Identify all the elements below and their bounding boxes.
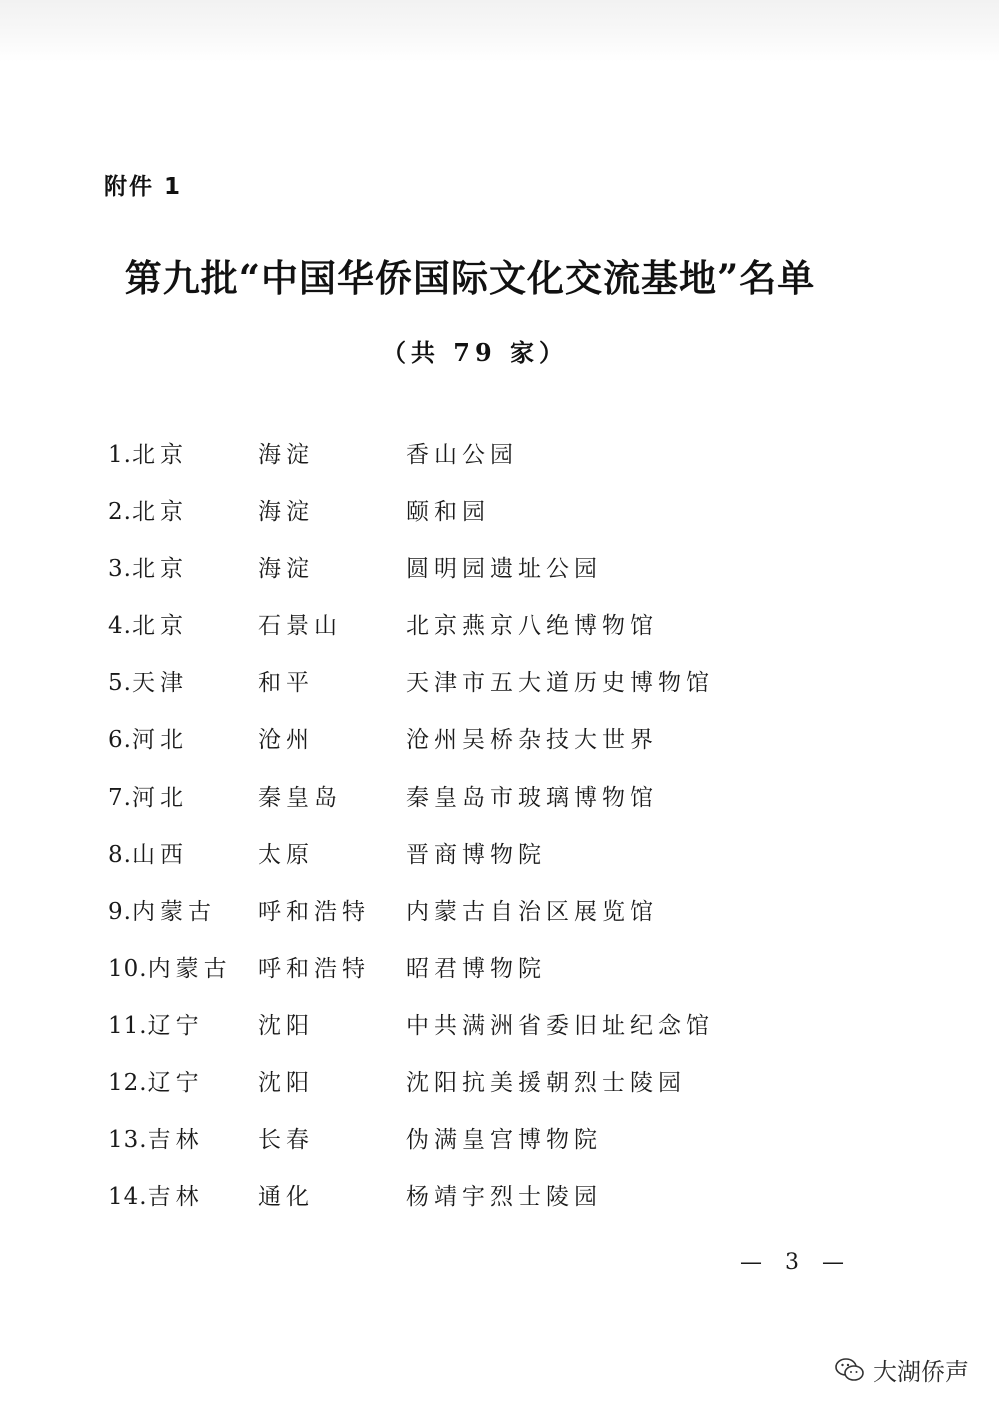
item-site: 香山公园 — [406, 442, 518, 468]
list-item — [108, 436, 868, 493]
list-item — [108, 493, 868, 550]
item-number: 12. — [108, 1070, 148, 1097]
item-city: 呼和浩特 — [258, 898, 370, 925]
item-number: 14. — [108, 1184, 148, 1211]
item-province-name: 吉林 — [147, 1184, 204, 1211]
item-number: 9. — [108, 898, 132, 925]
item-city: 海淀 — [258, 442, 314, 468]
list-item — [108, 893, 868, 950]
list-item — [108, 950, 868, 1007]
item-province-name: 内蒙古 — [147, 955, 232, 982]
item-province-name: 北京 — [131, 442, 188, 468]
item-site: 沈阳抗美援朝烈士陵园 — [406, 1070, 686, 1097]
item-province — [108, 436, 258, 469]
item-city: 太原 — [258, 841, 314, 868]
item-city: 沈阳 — [258, 1070, 314, 1097]
item-province — [108, 550, 258, 583]
document-subtitle: （共 79 家） — [381, 338, 569, 367]
list-item — [108, 1064, 868, 1121]
item-province — [108, 893, 258, 926]
item-number: 6. — [108, 727, 132, 754]
item-province-name: 吉林 — [147, 1127, 204, 1154]
watermark — [835, 1352, 969, 1387]
list-item — [108, 607, 868, 664]
item-number: 4. — [108, 613, 132, 640]
item-city: 沧州 — [258, 727, 314, 754]
item-number: 7. — [108, 784, 132, 811]
item-site: 颐和园 — [406, 499, 490, 526]
item-province-name: 北京 — [131, 499, 188, 526]
item-province-name: 天津 — [131, 670, 188, 697]
attachment-label: 附件 1 — [104, 174, 183, 200]
item-province-name: 辽宁 — [147, 1070, 204, 1097]
item-province-name: 辽宁 — [147, 1012, 204, 1039]
item-site: 杨靖宇烈士陵园 — [406, 1184, 602, 1211]
item-site: 天津市五大道历史博物馆 — [406, 670, 714, 697]
item-province-name: 北京 — [131, 613, 188, 640]
item-province — [108, 1064, 258, 1097]
list-item — [108, 1007, 868, 1064]
item-province-name: 河北 — [131, 727, 188, 754]
item-number: 2. — [108, 499, 132, 526]
item-province — [108, 1121, 258, 1154]
item-city: 海淀 — [258, 556, 314, 583]
item-province — [108, 1007, 258, 1040]
list-item — [108, 664, 868, 721]
item-site: 昭君博物院 — [406, 955, 546, 982]
item-site: 圆明园遗址公园 — [406, 556, 602, 583]
document-title: 第九批“中国华侨国际文化交流基地”名单 — [124, 256, 816, 300]
item-number: 8. — [108, 841, 132, 868]
item-province — [108, 493, 258, 526]
item-site: 秦皇岛市玻璃博物馆 — [406, 784, 658, 811]
item-site: 北京燕京八绝博物馆 — [406, 613, 658, 640]
item-number: 11. — [108, 1012, 148, 1039]
scan-top-edge — [0, 0, 999, 62]
list-item — [108, 779, 868, 836]
item-number: 5. — [108, 670, 132, 697]
item-province — [108, 950, 258, 983]
wechat-icon — [835, 1357, 865, 1383]
item-province — [108, 664, 258, 697]
item-province — [108, 836, 258, 869]
item-city: 通化 — [258, 1184, 314, 1211]
item-city: 呼和浩特 — [258, 955, 370, 982]
item-province-name: 北京 — [131, 556, 188, 583]
item-number: 13. — [108, 1127, 148, 1154]
list-item — [108, 550, 868, 607]
base-list — [108, 436, 868, 1235]
item-city: 秦皇岛 — [258, 784, 342, 811]
list-item — [108, 836, 868, 893]
item-province-name: 内蒙古 — [131, 898, 216, 925]
item-province — [108, 779, 258, 812]
item-city: 海淀 — [258, 499, 314, 526]
item-province-name: 山西 — [131, 841, 188, 868]
list-item — [108, 1121, 868, 1178]
list-item — [108, 1178, 868, 1235]
item-province — [108, 721, 258, 754]
item-province — [108, 1178, 258, 1211]
page-number: — 3 — — [740, 1250, 852, 1275]
item-province-name: 河北 — [131, 784, 188, 811]
item-site: 中共满洲省委旧址纪念馆 — [406, 1012, 714, 1039]
watermark-text: 大湖侨声 — [873, 1358, 969, 1386]
item-site: 晋商博物院 — [406, 841, 546, 868]
item-number: 10. — [108, 955, 148, 982]
item-city: 石景山 — [258, 613, 342, 640]
item-city: 和平 — [258, 670, 314, 697]
item-city: 长春 — [258, 1127, 314, 1154]
item-province — [108, 607, 258, 640]
item-city: 沈阳 — [258, 1012, 314, 1039]
item-site: 沧州吴桥杂技大世界 — [406, 727, 658, 754]
item-number: 3. — [108, 556, 132, 583]
item-number: 1. — [108, 442, 132, 468]
list-item — [108, 721, 868, 778]
item-site: 内蒙古自治区展览馆 — [406, 898, 658, 925]
item-site: 伪满皇宫博物院 — [406, 1127, 602, 1154]
